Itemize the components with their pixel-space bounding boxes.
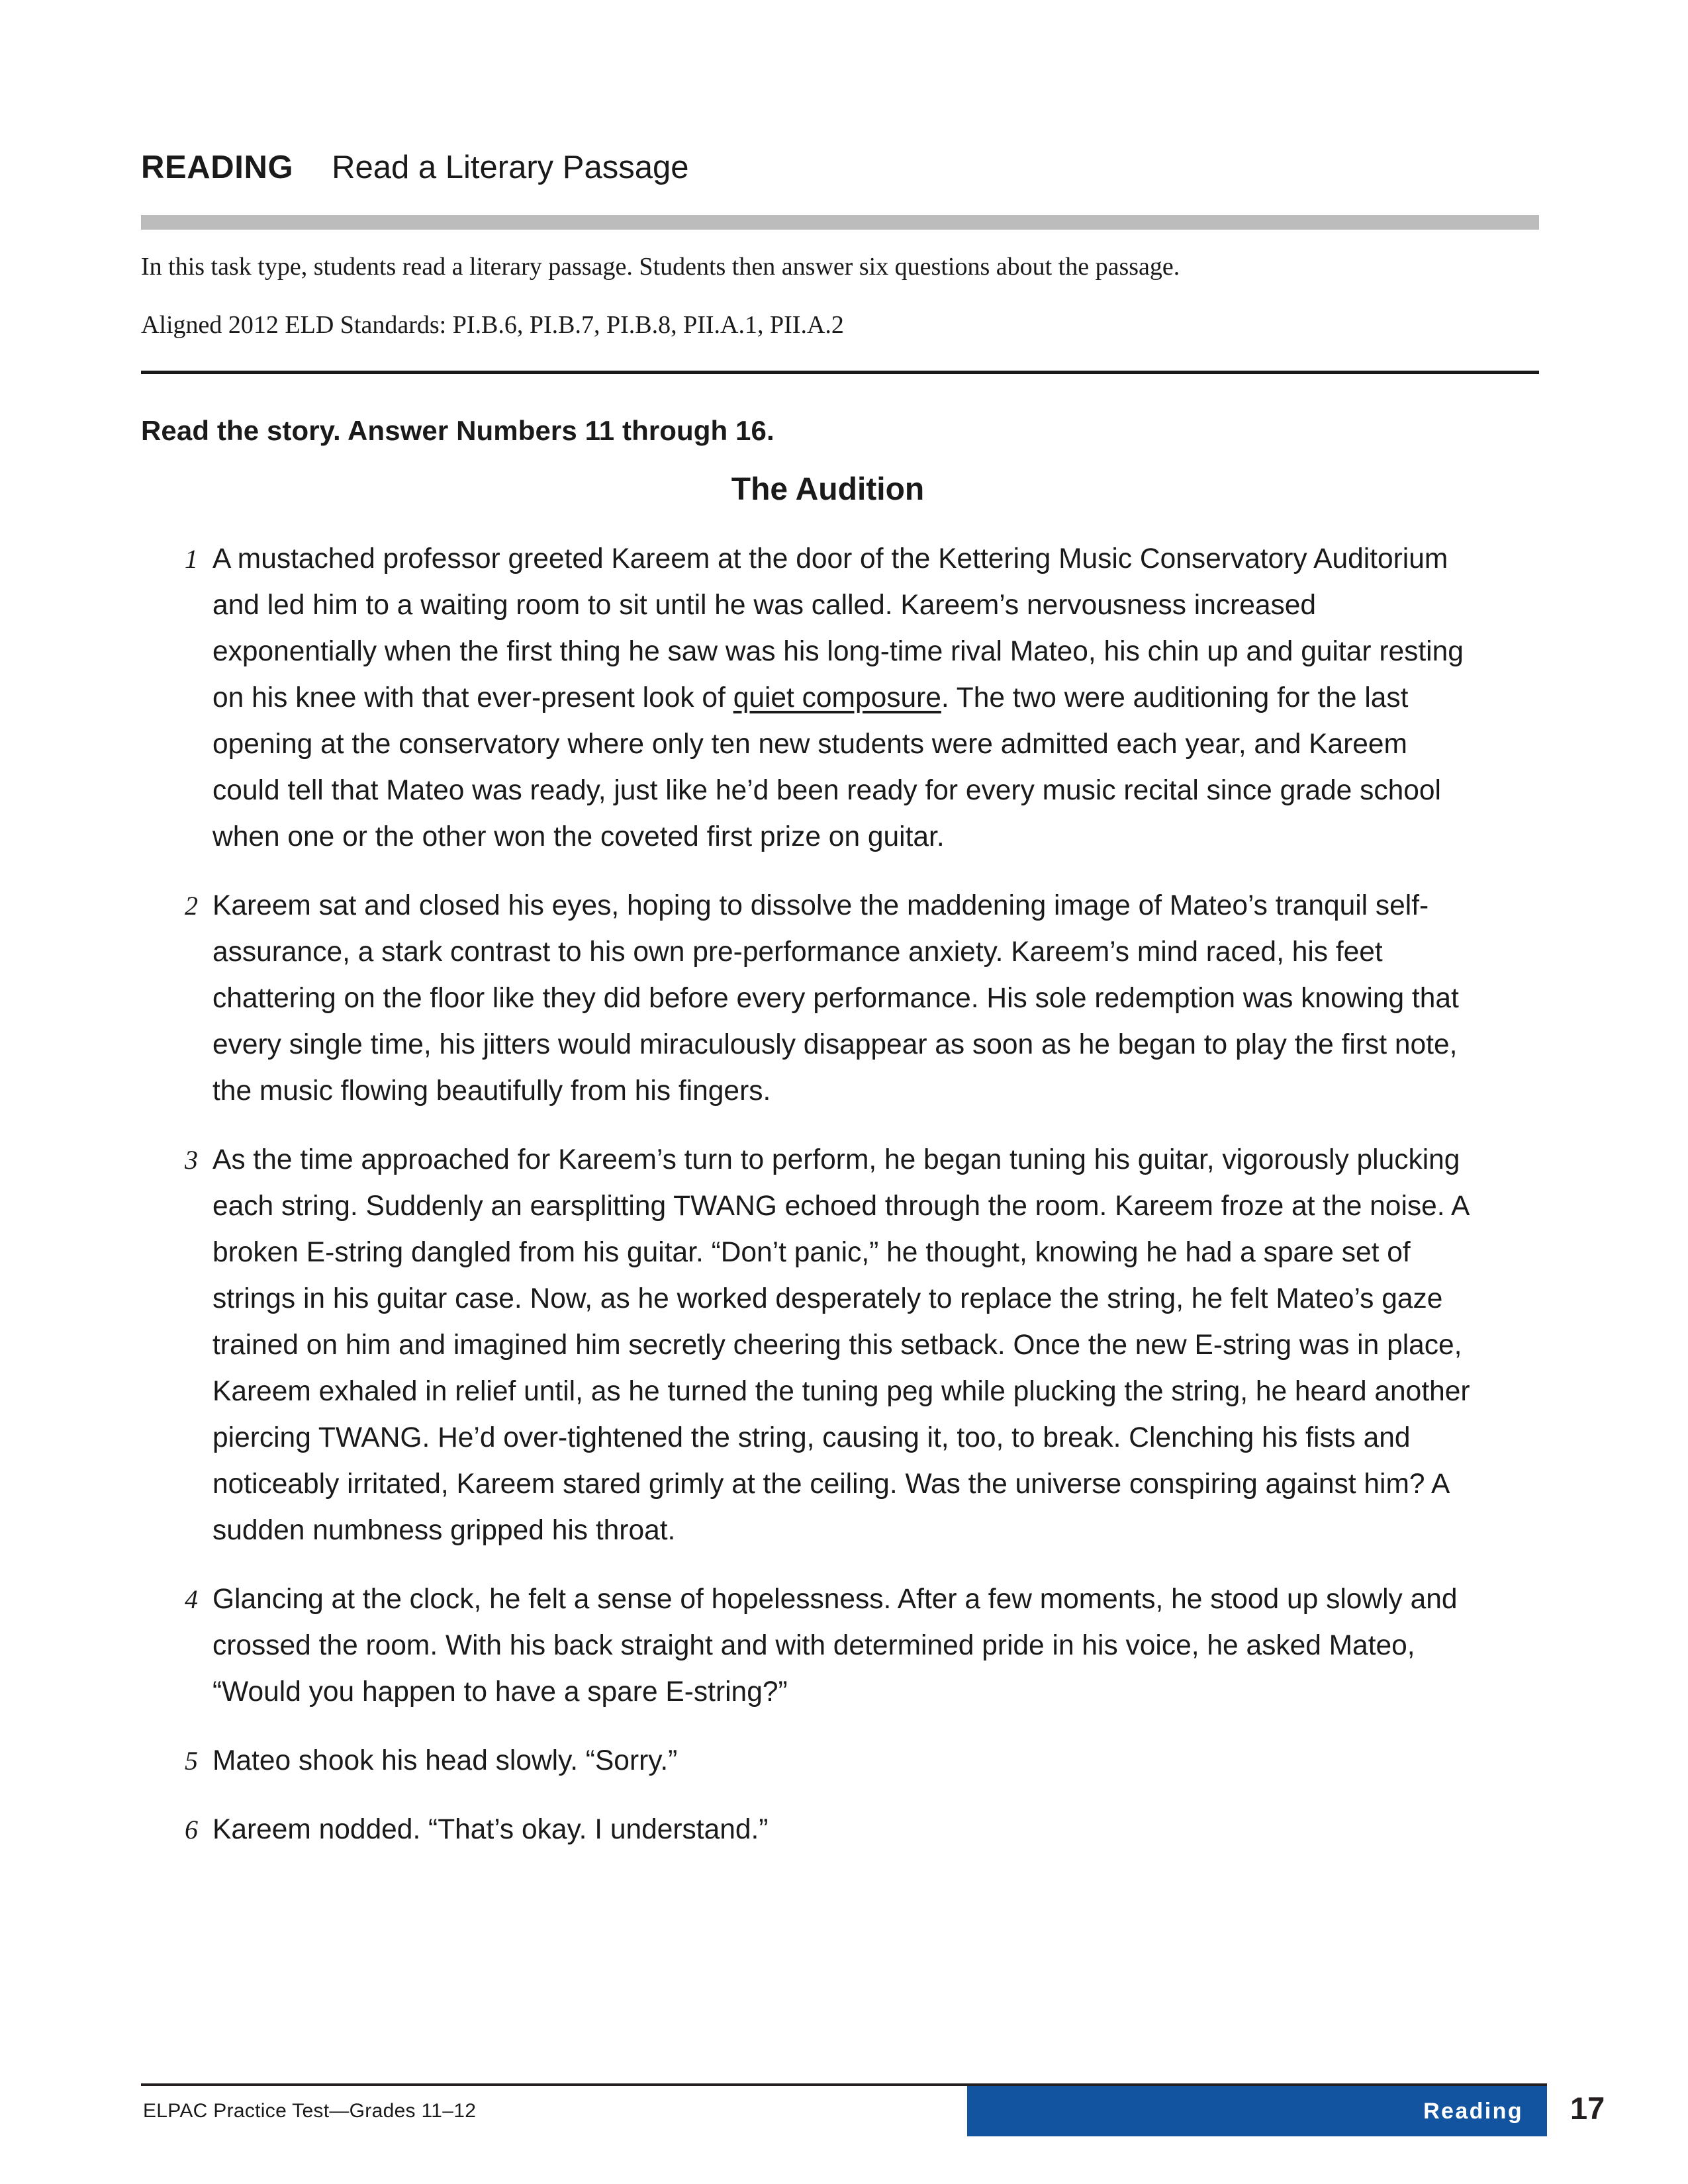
paragraph-number: 3	[185, 1145, 198, 1175]
paragraph-number: 2	[185, 891, 198, 921]
directions-text: Read the story. Answer Numbers 11 through 16.	[141, 415, 774, 446]
paragraph-number: 4	[185, 1584, 198, 1614]
paragraph-text-pre: Mateo shook his head slowly. “Sorry.”	[212, 1745, 678, 1776]
story-paragraph	[141, 1807, 1472, 1853]
header-divider-bar	[141, 215, 1539, 230]
underlined-phrase: quiet composure	[733, 682, 941, 713]
section-kicker: READING	[141, 150, 294, 185]
story-passage	[141, 536, 1548, 1876]
section-header	[141, 149, 688, 186]
story-paragraph	[141, 1576, 1472, 1715]
footer-section-label: Reading	[1423, 2098, 1523, 2124]
paragraph-text-pre: A mustached professor greeted Kareem at the door of the Kettering Music Conservatory Auditorium and led him to a waiting room to sit until he was called. Kareem’s nervousness increased exponentially when the first thing he saw was his long-time rival Mateo, his chin up and guitar resting on his knee with that ever-present look of	[212, 543, 1464, 713]
story-paragraph	[141, 1137, 1472, 1554]
paragraph-text-pre: Kareem sat and closed his eyes, hoping to dissolve the maddening image of Mateo’s tranquil self-assurance, a stark contrast to his own pre-performance anxiety. Kareem’s mind raced, his feet chattering on the floor like they did before every performance. His sole redemption was knowing that every single time, his jitters would miraculously disappear as soon as he began to play the first note, the music flowing beautifully from his fingers.	[212, 890, 1459, 1107]
story-paragraph	[141, 1738, 1472, 1784]
paragraph-text-pre: Glancing at the clock, he felt a sense of hopelessness. After a few moments, he stood up slowly and crossed the room. With his back straight and with determined pride in his voice, he asked Mateo, “Would you happen to have a spare E-string?”	[212, 1584, 1458, 1707]
paragraph-number: 6	[185, 1815, 198, 1844]
paragraph-number: 5	[185, 1746, 198, 1776]
aligned-standards: Aligned 2012 ELD Standards: PI.B.6, PI.B.7, PI.B.8, PII.A.1, PII.A.2	[141, 311, 844, 340]
paragraph-text-pre: As the time approached for Kareem’s turn to perform, he began tuning his guitar, vigorously plucking each string. Suddenly an earsplitting TWANG echoed through the room. Kareem froze at the noise. A broken E-string dangled from his guitar. “Don’t panic,” he thought, knowing he had a spare set of strings in his guitar case. Now, as he worked desperately to replace the string, he felt Mateo’s gaze trained on him and imagined him secretly cheering this setback. Once the new E-string was in place, Kareem exhaled in relief until, as he turned the tuning peg while plucking the string, he heard another piercing TWANG. He’d over-tightened the string, causing it, too, to break. Clenching his fists and noticeably irritated, Kareem stared grimly at the ceiling. Was the universe conspiring against him? A sudden numbness gripped his throat.	[212, 1144, 1470, 1546]
paragraph-text-post: . The two were auditioning for the last opening at the conservatory where only ten new students were admitted each year, and Kareem could tell that Mateo was ready, just like he’d been ready for every music recital since grade school when one or the other won the coveted first prize on guitar.	[212, 682, 1441, 852]
story-paragraph	[141, 536, 1472, 860]
page-number: 17	[1570, 2091, 1605, 2126]
footer-section-badge	[967, 2086, 1547, 2136]
footer-test-label: ELPAC Practice Test—Grades 11–12	[143, 2100, 477, 2122]
paragraph-text-pre: Kareem nodded. “That’s okay. I understand.”	[212, 1814, 769, 1845]
task-description: In this task type, students read a literary passage. Students then answer six questions about the passage.	[141, 253, 1180, 281]
story-title: The Audition	[731, 472, 925, 507]
task-intro	[141, 250, 1511, 341]
story-paragraph	[141, 883, 1472, 1115]
intro-divider-line	[141, 371, 1539, 374]
paragraph-number: 1	[185, 544, 198, 574]
task-type-title: Read a Literary Passage	[332, 150, 689, 185]
